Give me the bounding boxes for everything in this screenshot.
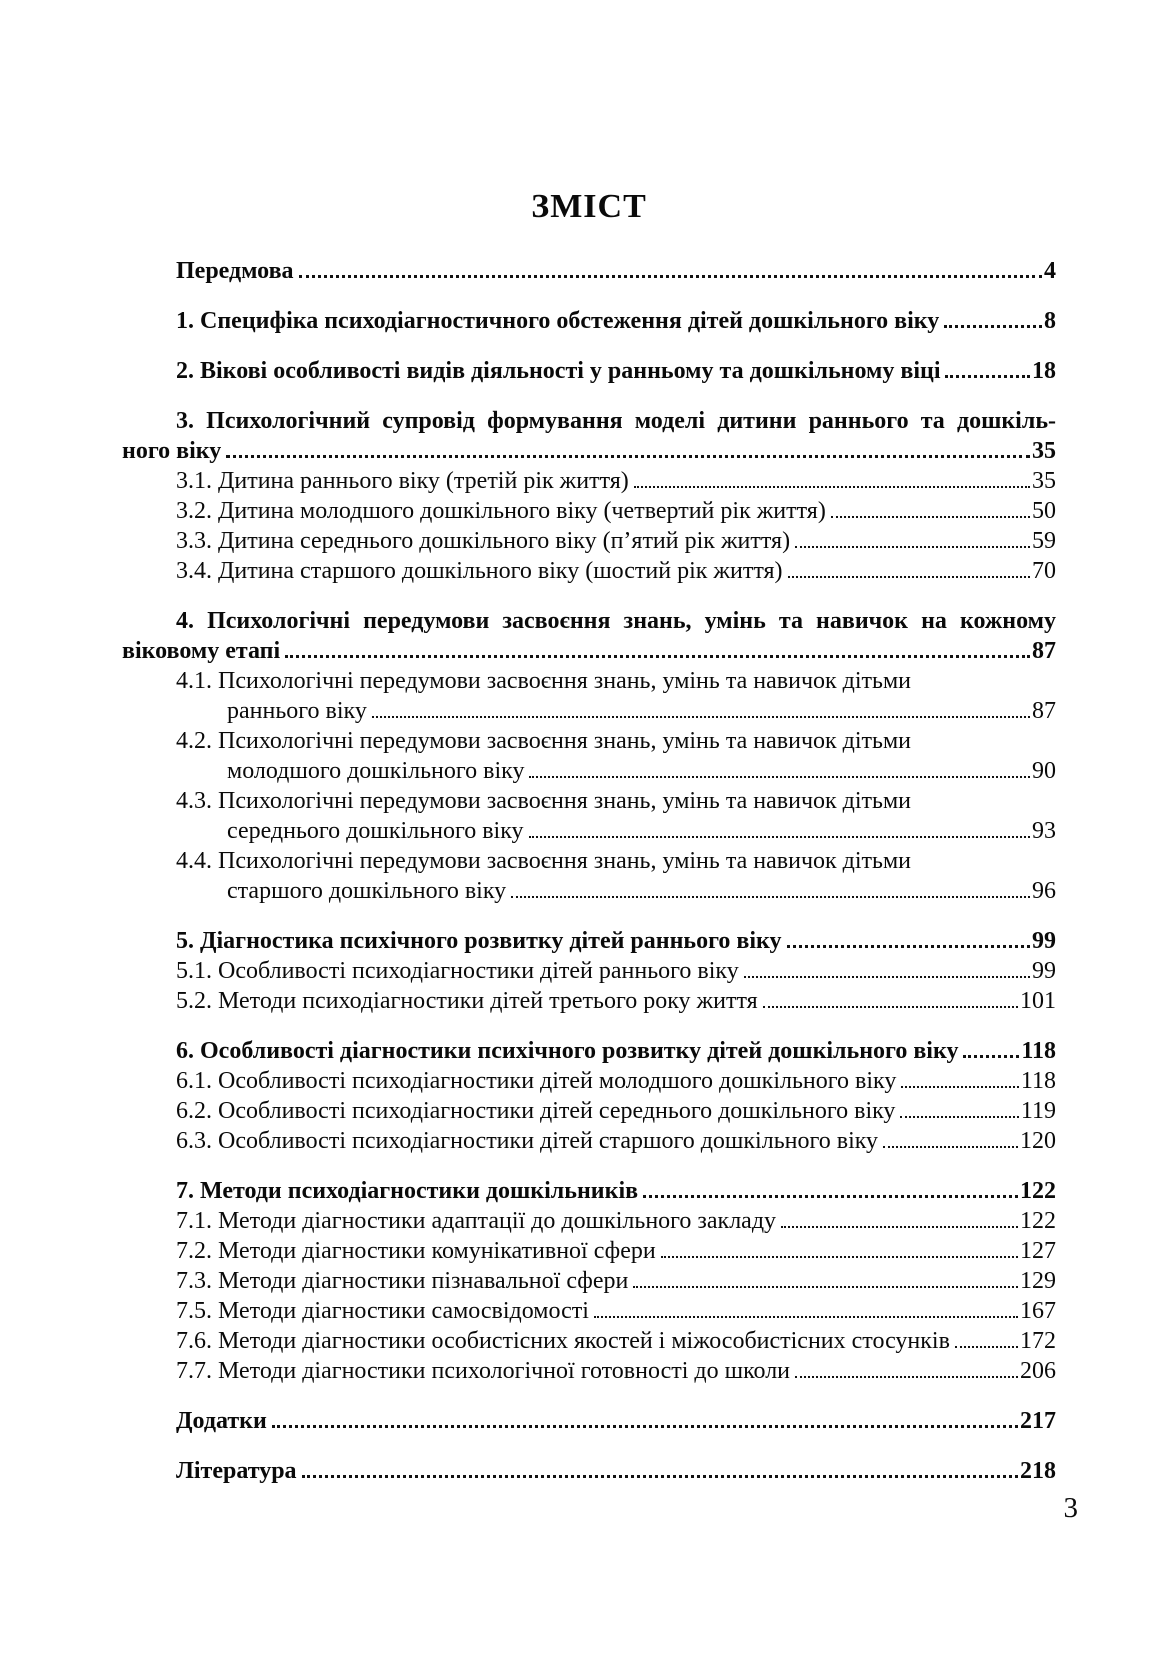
toc-page-number: 35: [1032, 468, 1056, 494]
dot-leader: [787, 945, 1030, 948]
toc-page-number: 8: [1044, 308, 1056, 334]
toc-entry-label: молодшого дошкільного віку: [227, 758, 525, 784]
toc-entry-label: 4.4. Психологічні передумови засвоєння знань, умінь та навичок дітьми: [176, 848, 912, 874]
toc-entry: [122, 496, 1056, 526]
toc-entry: [122, 1066, 1056, 1096]
toc-entry: [122, 1236, 1056, 1266]
toc-entry: [122, 1096, 1056, 1126]
toc-entry-label: 6.3. Особливості психодіагностики дітей старшого дошкільного віку: [176, 1128, 879, 1154]
toc-page-number: 120: [1020, 1128, 1056, 1154]
toc-entry-line: [122, 1066, 1056, 1096]
toc-page-number: 99: [1032, 928, 1056, 954]
page-number: 3: [1063, 1492, 1078, 1524]
toc-entry-line: [122, 526, 1056, 556]
toc-entry-line: [122, 1456, 1056, 1486]
dot-leader: [226, 455, 1030, 458]
toc-entry: [122, 466, 1056, 496]
dot-leader: [955, 1346, 1018, 1348]
toc-entry-line: [122, 466, 1056, 496]
toc-entry-line: [122, 496, 1056, 526]
toc-page-number: 90: [1032, 758, 1056, 784]
toc-entry: [122, 356, 1056, 386]
toc-entry: [122, 786, 1056, 846]
toc-entry: [122, 926, 1056, 956]
dot-leader: [529, 776, 1030, 778]
dot-leader: [900, 1116, 1018, 1118]
toc-page-number: 18: [1032, 358, 1056, 384]
toc-page-number: 87: [1032, 638, 1056, 664]
toc-page-number: 127: [1020, 1238, 1056, 1264]
toc-entry-label: Додатки: [176, 1408, 267, 1434]
toc-entry-label: віковому етапі: [122, 638, 281, 664]
toc-entry-line: [122, 816, 1056, 846]
toc-page-number: 59: [1032, 528, 1056, 554]
toc-entry-label: 1. Специфіка психодіагностичного обстеження дітей дошкільного віку: [176, 308, 940, 334]
toc-entry: [122, 846, 1056, 906]
toc-entry-label: 7.3. Методи діагностики пізнавальної сфери: [176, 1268, 629, 1294]
toc-entry-line: [122, 1236, 1056, 1266]
dot-leader: [302, 1475, 1018, 1478]
dot-leader: [661, 1256, 1018, 1258]
toc-entry-line: [122, 436, 1056, 466]
toc-page-number: 167: [1020, 1298, 1056, 1324]
toc-entry: [122, 1406, 1056, 1436]
toc-entry-line: [122, 1126, 1056, 1156]
toc-entry-label: 7.6. Методи діагностики особистісних якостей і міжособистісних стосунків: [176, 1328, 950, 1354]
page-title: ЗМІСТ: [531, 188, 647, 225]
toc-page-number: 101: [1020, 988, 1056, 1014]
toc-entry-label: 3.2. Дитина молодшого дошкільного віку (четвертий рік життя): [176, 498, 826, 524]
dot-leader: [795, 1376, 1018, 1378]
toc-page-number: 172: [1020, 1328, 1056, 1354]
dot-leader: [831, 516, 1030, 518]
toc-entry-label: 6. Особливості діагностики психічного розвитку дітей дошкільного віку: [176, 1038, 959, 1064]
toc-page-number: 206: [1020, 1358, 1056, 1384]
dot-leader: [901, 1086, 1019, 1088]
toc-entry-line: [122, 1176, 1056, 1206]
toc-entry: [122, 306, 1056, 336]
toc-entry: [122, 526, 1056, 556]
toc-entry-label: 5.1. Особливості психодіагностики дітей раннього віку: [176, 958, 739, 984]
toc-entry-line: [122, 986, 1056, 1016]
toc-list: [122, 256, 1056, 1486]
toc-entry-label: середнього дошкільного віку: [227, 818, 524, 844]
toc-entry-label: 7.1. Методи діагностики адаптації до дошкільного закладу: [176, 1208, 777, 1234]
dot-leader: [788, 576, 1030, 578]
toc-page-number: 122: [1020, 1208, 1056, 1234]
toc-entry-label: старшого дошкільного віку: [227, 878, 507, 904]
toc-entry: [122, 256, 1056, 286]
toc-page-number: 96: [1032, 878, 1056, 904]
toc-entry-label: 3. Психологічний супровід формування моделі дитини раннього та дошкіль-: [176, 408, 1056, 434]
toc-page-number: 217: [1020, 1408, 1056, 1434]
toc-page-number: 218: [1020, 1458, 1056, 1484]
toc-entry-label: 7.2. Методи діагностики комунікативної сфери: [176, 1238, 656, 1264]
toc-entry: [122, 1326, 1056, 1356]
toc-entry-line: [122, 306, 1056, 336]
toc-entry: [122, 1356, 1056, 1386]
toc-page-number: 99: [1032, 958, 1056, 984]
toc-page-number: 35: [1032, 438, 1056, 464]
toc-entry-label: 4.1. Психологічні передумови засвоєння знань, умінь та навичок дітьми: [176, 668, 912, 694]
toc-entry-label: 7. Методи психодіагностики дошкільників: [176, 1178, 639, 1204]
toc-entry: [122, 1176, 1056, 1206]
toc-entry-line: [122, 1096, 1056, 1126]
dot-leader: [372, 716, 1030, 718]
toc-entry: [122, 1456, 1056, 1486]
dot-leader: [883, 1146, 1018, 1148]
toc-entry-label: 4.3. Психологічні передумови засвоєння знань, умінь та навичок дітьми: [176, 788, 912, 814]
toc-page-number: 119: [1020, 1098, 1056, 1124]
toc-entry-line: [122, 1326, 1056, 1356]
toc-page-number: 122: [1020, 1178, 1056, 1204]
toc-entry-line: [122, 876, 1056, 906]
toc-entry-label: 4.2. Психологічні передумови засвоєння знань, умінь та навичок дітьми: [176, 728, 912, 754]
toc-entry-line: [122, 1036, 1056, 1066]
toc-entry-label: ного віку: [122, 438, 222, 464]
toc-entry-label: 3.3. Дитина середнього дошкільного віку (п’ятий рік життя): [176, 528, 791, 554]
toc-entry-label: 6.2. Особливості психодіагностики дітей середнього дошкільного віку: [176, 1098, 896, 1124]
dot-leader: [963, 1055, 1019, 1058]
toc-entry-label: 6.1. Особливості психодіагностики дітей молодшого дошкільного віку: [176, 1068, 897, 1094]
toc-entry: [122, 606, 1056, 666]
toc-entry: [122, 986, 1056, 1016]
toc-entry-line: [122, 756, 1056, 786]
dot-leader: [795, 546, 1030, 548]
toc-entry-line: [122, 356, 1056, 386]
toc-entry-label: Література: [176, 1458, 297, 1484]
toc-entry: [122, 726, 1056, 786]
toc-entry-label: 7.7. Методи діагностики психологічної готовності до школи: [176, 1358, 791, 1384]
toc-entry-label: 3.1. Дитина раннього віку (третій рік життя): [176, 468, 629, 494]
toc-entry: [122, 1036, 1056, 1066]
toc-page-number: 93: [1032, 818, 1056, 844]
toc-entry-label: 5. Діагностика психічного розвитку дітей раннього віку: [176, 928, 782, 954]
toc-entry-line: [122, 696, 1056, 726]
toc-entry-line: [122, 926, 1056, 956]
dot-leader: [945, 375, 1030, 378]
toc-entry-line: [122, 256, 1056, 286]
toc-entry-label: 7.5. Методи діагностики самосвідомості: [176, 1298, 589, 1324]
toc-entry-line: [122, 1406, 1056, 1436]
toc-entry: [122, 1206, 1056, 1236]
toc-entry-label: 2. Вікові особливості видів діяльності у ранньому та дошкільному віці: [176, 358, 941, 384]
dot-leader: [299, 275, 1042, 278]
toc-entry-label: Передмова: [176, 258, 294, 284]
toc-entry: [122, 1296, 1056, 1326]
dot-leader: [285, 655, 1030, 658]
toc-entry: [122, 956, 1056, 986]
toc-entry-label: 3.4. Дитина старшого дошкільного віку (шостий рік життя): [176, 558, 783, 584]
dot-leader: [272, 1425, 1018, 1428]
toc-entry: [122, 406, 1056, 466]
toc-entry-line: [122, 1266, 1056, 1296]
toc-page-number: 118: [1020, 1068, 1056, 1094]
toc-entry: [122, 556, 1056, 586]
toc-page-number: 4: [1044, 258, 1056, 284]
toc-page-number: 70: [1032, 558, 1056, 584]
toc-entry-label: раннього віку: [227, 698, 367, 724]
toc-entry: [122, 666, 1056, 726]
dot-leader: [944, 325, 1042, 328]
dot-leader: [781, 1226, 1018, 1228]
dot-leader: [529, 836, 1030, 838]
dot-leader: [633, 1286, 1018, 1288]
toc-entry-line: [122, 636, 1056, 666]
toc-entry: [122, 1126, 1056, 1156]
dot-leader: [643, 1195, 1018, 1198]
toc-entry-line: [122, 1296, 1056, 1326]
dot-leader: [763, 1006, 1018, 1008]
toc-entry: [122, 1266, 1056, 1296]
toc-entry-line: [122, 956, 1056, 986]
toc-entry-label: 5.2. Методи психодіагностики дітей третього року життя: [176, 988, 758, 1014]
toc-page-number: 87: [1032, 698, 1056, 724]
toc-entry-line: [122, 1356, 1056, 1386]
toc-page-number: 50: [1032, 498, 1056, 524]
toc-entry-label: 4. Психологічні передумови засвоєння знань, умінь та навичок на кожному: [176, 608, 1056, 634]
toc-entry-line: [122, 556, 1056, 586]
toc-page-number: 118: [1021, 1038, 1056, 1064]
dot-leader: [511, 896, 1030, 898]
toc-page-number: 129: [1020, 1268, 1056, 1294]
toc-entry-line: [122, 1206, 1056, 1236]
dot-leader: [594, 1316, 1018, 1318]
dot-leader: [634, 486, 1030, 488]
dot-leader: [744, 976, 1030, 978]
